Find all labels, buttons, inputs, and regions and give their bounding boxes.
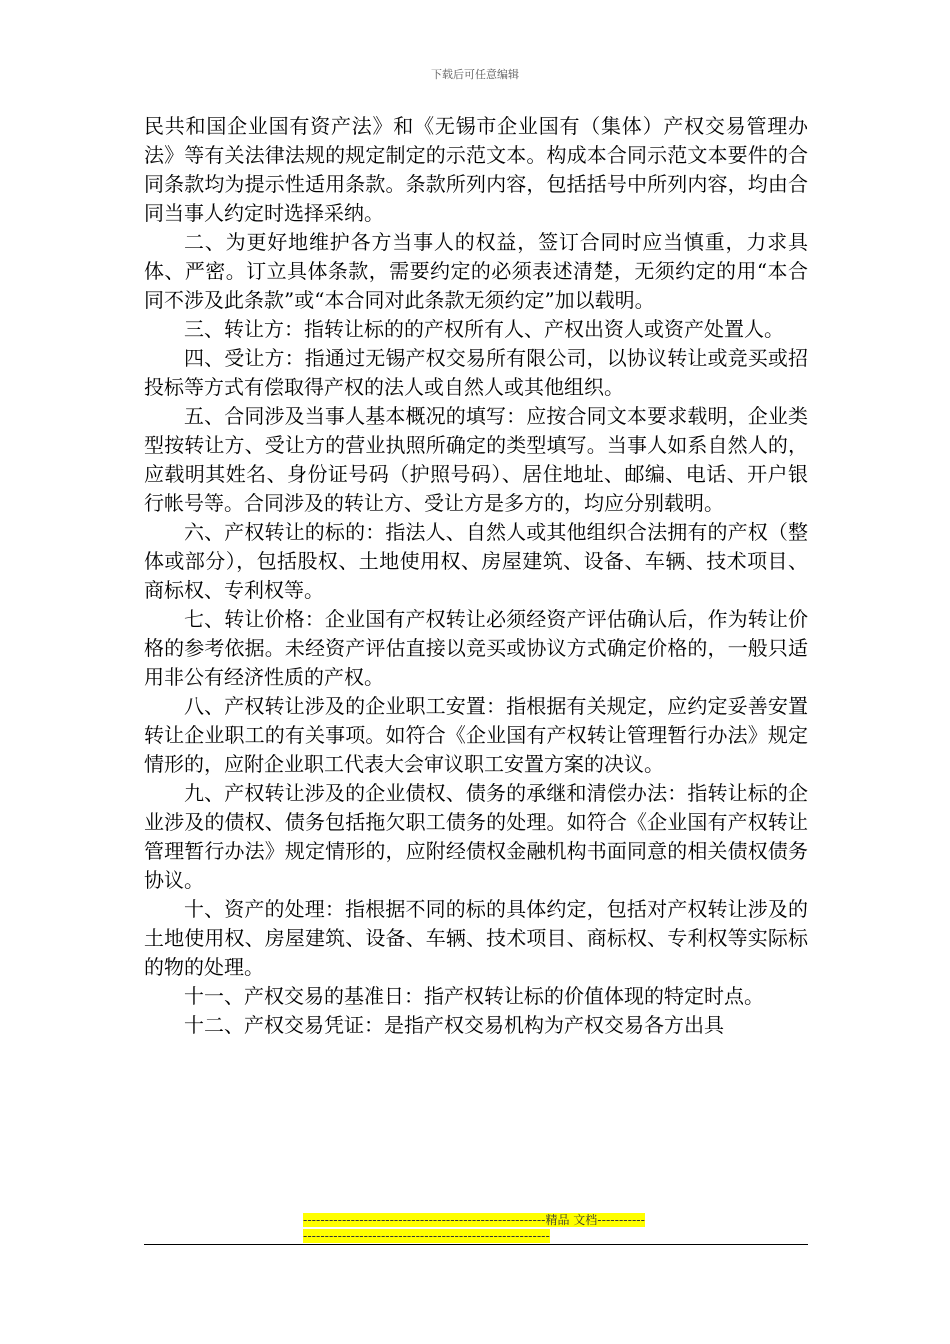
paragraph-item-4: 四、受让方：指通过无锡产权交易所有限公司，以协议转让或竞买或招投标等方式有偿取得产权的法人或自然人或其他组织。	[144, 346, 808, 399]
page-header: 下载后可任意编辑	[431, 68, 519, 81]
paragraph-item-7: 七、转让价格：企业国有产权转让必须经资产评估确认后，作为转让价格的参考依据。未经资产评估直接以竞买或协议方式确定价格的，一般只适用非公有经济性质的产权。	[144, 607, 808, 689]
paragraph-item-11: 十一、产权交易的基准日：指产权转让标的价值体现的特定时点。	[184, 984, 764, 1008]
document-body	[144, 112, 808, 1040]
paragraph-item-8: 八、产权转让涉及的企业职工安置：指根据有关规定，应约定妥善安置转让企业职工的有关事项。如符合《企业国有产权转让管理暂行办法》规定情形的，应附企业职工代表大会审议职工安置方案的决议。	[144, 694, 808, 776]
footer-watermark	[303, 1212, 648, 1244]
paragraph-item-3: 三、转让方：指转让标的的产权所有人、产权出资人或资产处置人。	[184, 317, 784, 341]
paragraph-item-12: 十二、产权交易凭证：是指产权交易机构为产权交易各方出具	[184, 1013, 724, 1037]
footer-divider	[144, 1244, 808, 1245]
footer-watermark-text: --------------------------------------------------------精品 文档--------------------------------------------------------------------	[303, 1213, 645, 1243]
paragraph-item-6: 六、产权转让的标的：指法人、自然人或其他组织合法拥有的产权（整体或部分），包括股权、土地使用权、房屋建筑、设备、车辆、技术项目、商标权、专利权等。	[144, 520, 808, 602]
paragraph-item-5: 五、合同涉及当事人基本概况的填写：应按合同文本要求载明，企业类型按转让方、受让方的营业执照所确定的类型填写。当事人如系自然人的，应载明其姓名、身份证号码（护照号码）、居住地址、邮编、电话、开户银行帐号等。合同涉及的转让方、受让方是多方的，均应分别载明。	[144, 404, 808, 515]
paragraph-continuation: 民共和国企业国有资产法》和《无锡市企业国有（集体）产权交易管理办法》等有关法律法规的规定制定的示范文本。构成本合同示范文本要件的合同条款均为提示性适用条款。条款所列内容，包括括号中所列内容，均由合同当事人约定时选择采纳。	[144, 114, 808, 225]
paragraph-item-9: 九、产权转让涉及的企业债权、债务的承继和清偿办法：指转让标的企业涉及的债权、债务包括拖欠职工债务的处理。如符合《企业国有产权转让管理暂行办法》规定情形的，应附经债权金融机构书面同意的相关债权债务协议。	[144, 781, 808, 892]
paragraph-item-10: 十、资产的处理：指根据不同的标的具体约定，包括对产权转让涉及的土地使用权、房屋建筑、设备、车辆、技术项目、商标权、专利权等实际标的物的处理。	[144, 897, 808, 979]
paragraph-item-2: 二、为更好地维护各方当事人的权益，签订合同时应当慎重，力求具体、严密。订立具体条款，需要约定的必须表述清楚，无须约定的用“本合同不涉及此条款”或“本合同对此条款无须约定”加以载明。	[144, 230, 808, 312]
